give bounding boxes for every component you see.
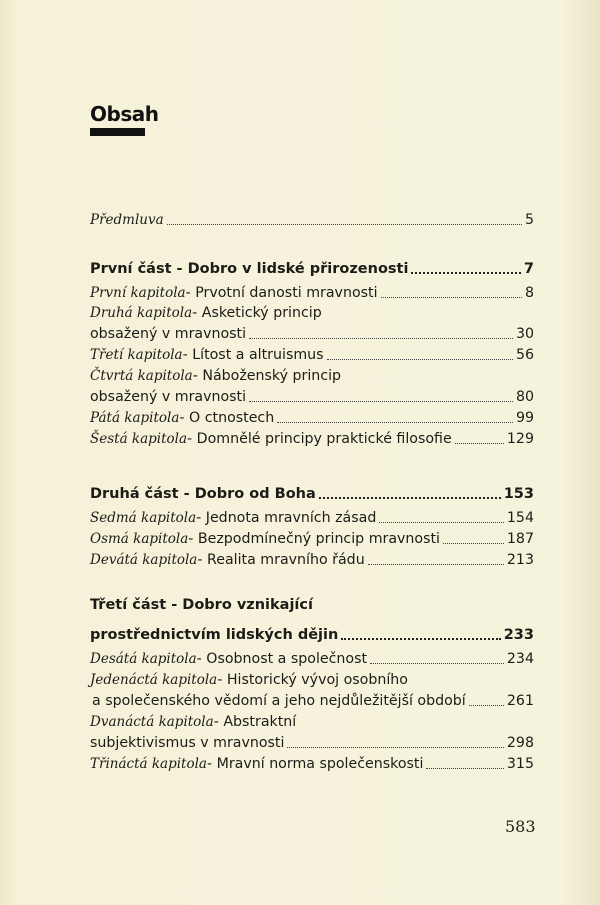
- toc-chapter-10[interactable]: [90, 649, 534, 669]
- chapter-title: - Mravní norma společenskosti: [206, 756, 424, 772]
- chapter-title-cont: subjektivismus v mravnosti: [90, 735, 285, 751]
- page-title: Obsah: [90, 102, 159, 126]
- toc-chapter-12[interactable]: [90, 712, 534, 732]
- chapter-title: - Náboženský princip: [192, 368, 342, 384]
- chapter-label: Pátá kapitola: [90, 410, 180, 426]
- toc-chapter-4-cont[interactable]: [90, 387, 534, 407]
- page-number: 583: [505, 817, 536, 836]
- leader-dots: [249, 400, 513, 402]
- toc-page-number: 187: [506, 531, 534, 547]
- toc-page-number: 234: [506, 651, 534, 667]
- chapter-label: Šestá kapitola: [90, 431, 188, 447]
- chapter-title: - Bezpodmínečný princip mravnosti: [188, 531, 441, 547]
- toc-page-number: 80: [515, 389, 534, 405]
- toc-page-number: 129: [506, 431, 534, 447]
- toc-chapter-7[interactable]: [90, 508, 534, 528]
- leader-dots: [411, 271, 520, 274]
- chapter-label: Třetí kapitola: [90, 347, 183, 363]
- leader-dots: [381, 296, 522, 298]
- toc-label: Předmluva: [90, 212, 164, 228]
- toc-part-label-cont: prostřednictvím lidských dějin: [90, 627, 339, 643]
- leader-dots: [469, 704, 504, 706]
- leader-dots: [341, 637, 500, 640]
- toc-page-number: 315: [506, 756, 534, 772]
- chapter-title: - Lítost a altruismus: [182, 347, 324, 363]
- chapter-title: - Abstraktní: [213, 714, 297, 730]
- toc-part-3[interactable]: [90, 595, 534, 615]
- chapter-label: Čtvrtá kapitola: [90, 368, 193, 384]
- chapter-label: Osmá kapitola: [90, 531, 189, 547]
- leader-dots: [327, 358, 513, 360]
- leader-dots: [167, 223, 522, 225]
- chapter-title-cont: obsažený v mravnosti: [90, 326, 247, 342]
- chapter-title: - Realita mravního řádu: [197, 552, 365, 568]
- chapter-label: Jedenáctá kapitola: [90, 672, 218, 688]
- toc-page-number: 154: [506, 510, 534, 526]
- chapter-title: - Domnělé principy praktické filosofie: [187, 431, 452, 447]
- toc-chapter-11[interactable]: [90, 670, 534, 690]
- toc-page-number: 56: [515, 347, 534, 363]
- chapter-label: První kapitola: [90, 285, 186, 301]
- toc-chapter-9[interactable]: [90, 550, 534, 570]
- toc-page-number: 233: [503, 627, 534, 643]
- toc-chapter-1[interactable]: [90, 283, 534, 303]
- leader-dots: [455, 442, 504, 444]
- chapter-title: - Historický vývoj osobního: [217, 672, 408, 688]
- chapter-label: Dvanáctá kapitola: [90, 714, 214, 730]
- toc-page-number: 298: [506, 735, 534, 751]
- chapter-title: - Asketický princip: [192, 305, 322, 321]
- toc-chapter-12-cont[interactable]: [90, 733, 534, 753]
- leader-dots: [370, 662, 504, 664]
- chapter-label: Sedmá kapitola: [90, 510, 197, 526]
- chapter-title-cont: a společenského vědomí a jeho nejdůležitější období: [92, 693, 466, 709]
- toc-chapter-11-cont[interactable]: [92, 691, 534, 711]
- toc-page-number: 8: [524, 285, 534, 301]
- leader-dots: [426, 767, 503, 769]
- toc-page-number: 99: [515, 410, 534, 426]
- chapter-title: - Prvotní danosti mravnosti: [185, 285, 378, 301]
- toc-part-3-cont[interactable]: [90, 625, 534, 645]
- leader-dots: [379, 521, 504, 523]
- chapter-label: Devátá kapitola: [90, 552, 198, 568]
- toc-part-label: První část - Dobro v lidské přirozenosti: [90, 261, 409, 277]
- toc-chapter-6[interactable]: [90, 429, 534, 449]
- leader-dots: [287, 746, 503, 748]
- toc-page-number: 7: [523, 261, 534, 277]
- chapter-title-cont: obsažený v mravnosti: [90, 389, 247, 405]
- toc-chapter-2[interactable]: [90, 303, 534, 323]
- chapter-title: - Jednota mravních zásad: [196, 510, 377, 526]
- leader-dots: [319, 496, 501, 499]
- toc-part-2[interactable]: [90, 484, 534, 504]
- toc-chapter-3[interactable]: [90, 345, 534, 365]
- chapter-title: - O ctnostech: [179, 410, 275, 426]
- toc-page-number: 261: [506, 693, 534, 709]
- chapter-label: Druhá kapitola: [90, 305, 193, 321]
- toc-page-number: 153: [503, 486, 534, 502]
- toc-page-number: 5: [524, 212, 534, 228]
- leader-dots: [368, 563, 504, 565]
- title-underline: [90, 128, 145, 136]
- toc-chapter-2-cont[interactable]: [90, 324, 534, 344]
- toc-chapter-13[interactable]: [90, 754, 534, 774]
- toc-part-label: Druhá část - Dobro od Boha: [90, 486, 316, 502]
- toc-page-number: 30: [515, 326, 534, 342]
- leader-dots: [443, 542, 504, 544]
- chapter-label: Desátá kapitola: [90, 651, 197, 667]
- toc-part-1[interactable]: [90, 259, 534, 279]
- toc-chapter-5[interactable]: [90, 408, 534, 428]
- toc-part-label: Třetí část - Dobro vznikající: [90, 597, 313, 613]
- leader-dots: [249, 337, 513, 339]
- chapter-title: - Osobnost a společnost: [196, 651, 368, 667]
- toc-chapter-4[interactable]: [90, 366, 534, 386]
- chapter-label: Třináctá kapitola: [90, 756, 207, 772]
- toc-chapter-8[interactable]: [90, 529, 534, 549]
- leader-dots: [277, 421, 513, 423]
- toc-entry-predmluva[interactable]: [90, 210, 534, 230]
- toc-page-number: 213: [506, 552, 534, 568]
